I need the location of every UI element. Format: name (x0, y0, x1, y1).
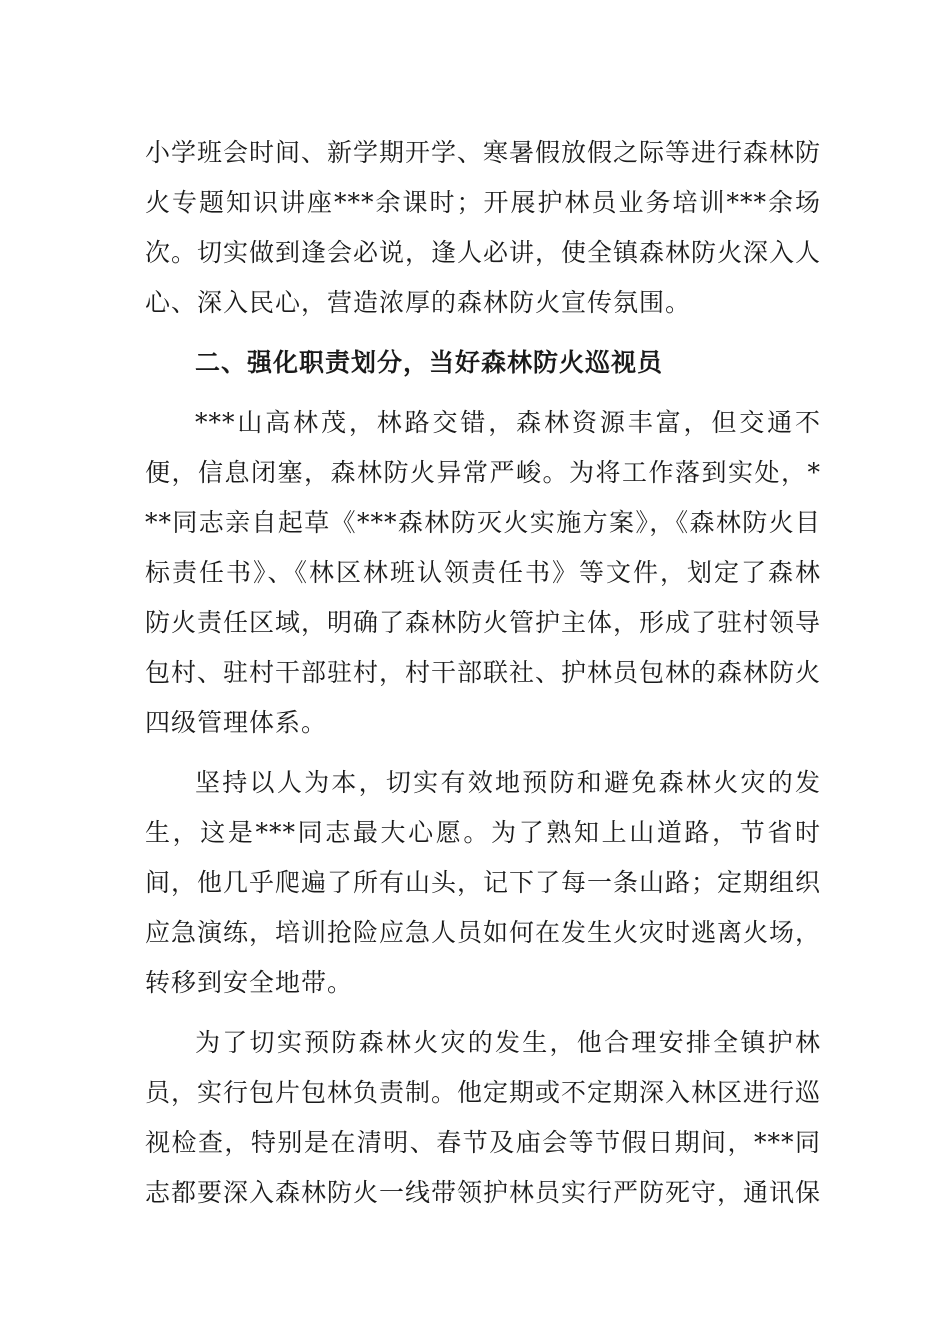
paragraph: ***山高林茂，林路交错，森林资源丰富，但交通不便，信息闭塞，森林防火异常严峻。为将工作落到实处，***同志亲自起草《***森林防灭火实施方案》，《森林防火目标责任书》、《林区林班认领责任书》等文件，划定了森林防火责任区域，明确了森林防火管护主体，形成了驻村领导包村、驻村干部驻村，村干部联社、护林员包林的森林防火四级管理体系。 (145, 408, 822, 737)
paragraph: 为了切实预防森林火灾的发生，他合理安排全镇护林员，实行包片包林负责制。他定期或不定期深入林区进行巡视检查，特别是在清明、春节及庙会等节假日期间，***同志都要深入森林防火一线带领护林员实行严防死守，通讯保 (145, 1028, 822, 1207)
document-body (145, 128, 821, 1228)
section-heading: 二、强化职责划分，当好森林防火巡视员 (195, 348, 664, 377)
paragraph: 坚持以人为本，切实有效地预防和避免森林火灾的发生，这是***同志最大心愿。为了熟知上山道路，节省时间，他几乎爬遍了所有山头，记下了每一条山路；定期组织应急演练，培训抢险应急人员如何在发生火灾时逃离火场，转移到安全地带。 (145, 768, 822, 997)
paragraph-continued: 小学班会时间、新学期开学、寒暑假放假之际等进行森林防火专题知识讲座***余课时；开展护林员业务培训***余场次。切实做到逢会必说，逢人必讲，使全镇森林防火深入人心、深入民心，营造浓厚的森林防火宣传氛围。 (145, 138, 822, 317)
